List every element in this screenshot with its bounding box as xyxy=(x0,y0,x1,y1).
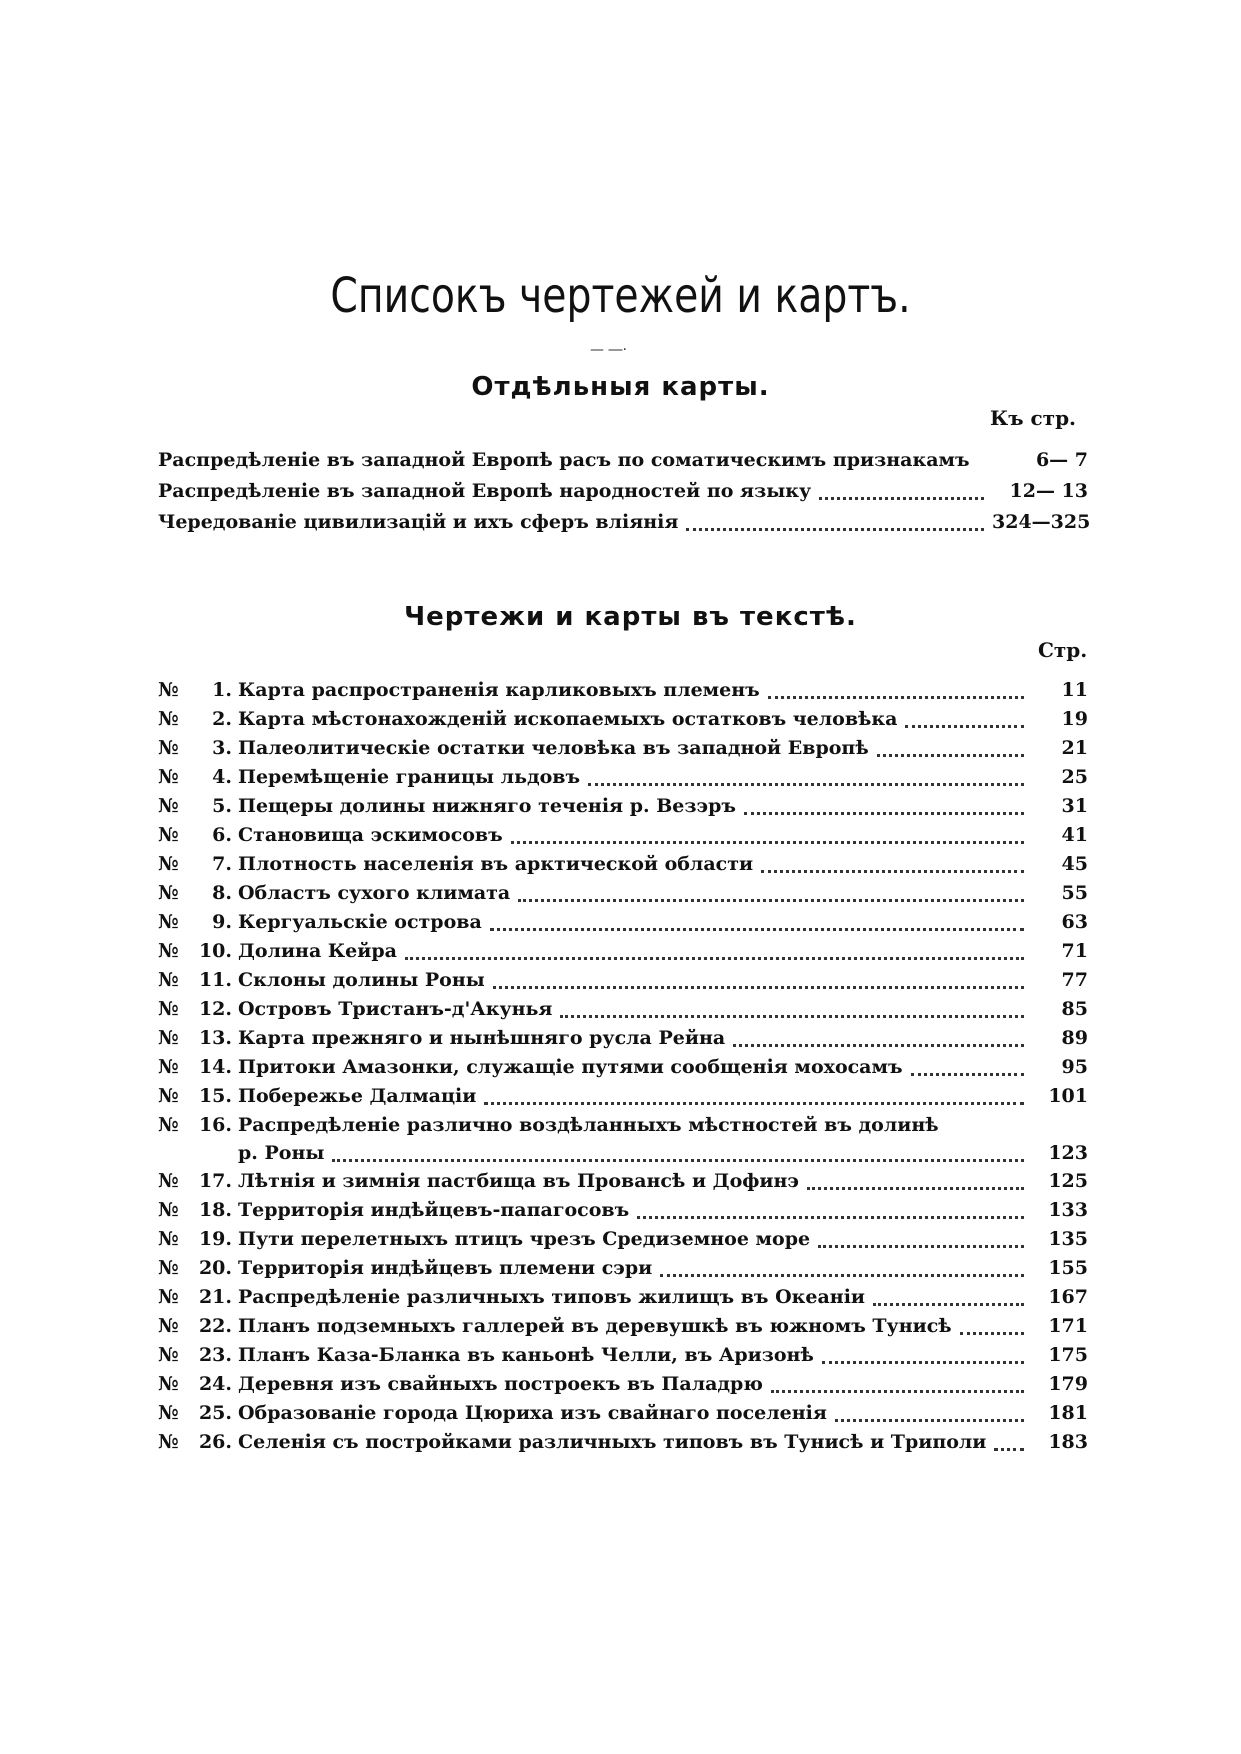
list-item-page: 55 xyxy=(1061,882,1088,904)
list-item-number: 16. xyxy=(198,1114,232,1136)
list-item-number: 6. xyxy=(212,824,232,846)
list-item-page: 133 xyxy=(1048,1199,1088,1221)
list-item-page: 183 xyxy=(1048,1431,1088,1453)
list-item-page: 181 xyxy=(1048,1402,1088,1424)
list-item xyxy=(158,937,1088,966)
list-item xyxy=(158,507,1091,538)
list-item-number: 7. xyxy=(212,853,232,875)
list-item-title: Пути перелетныхъ птицъ чрезъ Средиземное море xyxy=(238,1228,811,1250)
number-sign: № xyxy=(158,1114,179,1136)
list-item-page: 77 xyxy=(1061,969,1088,991)
dot-leader xyxy=(822,1343,1024,1364)
number-sign: № xyxy=(158,1373,179,1395)
page-column-label: Стр. xyxy=(1038,638,1088,662)
list-item-number: 2. xyxy=(212,708,232,730)
dot-leader xyxy=(332,1141,1024,1162)
list-item-title: Распредѣленіе въ западной Европѣ расъ по соматическимъ признакамъ xyxy=(158,449,970,471)
list-item xyxy=(158,792,1088,821)
list-item-title: Карта прежняго и нынѣшняго русла Рейна xyxy=(238,1027,726,1049)
list-item-number: 13. xyxy=(198,1027,232,1049)
dot-leader xyxy=(744,794,1024,815)
list-item xyxy=(158,879,1088,908)
dot-leader xyxy=(905,707,1024,728)
list-item-number: 12. xyxy=(198,998,232,1020)
list-item-title: Областъ сухого климата xyxy=(238,882,511,904)
list-item xyxy=(158,705,1088,734)
number-sign: № xyxy=(158,1286,179,1308)
dot-leader xyxy=(768,678,1024,699)
list-item-page: 95 xyxy=(1061,1056,1088,1078)
dot-leader xyxy=(835,1401,1024,1422)
list-item-title: Островъ Тристанъ-д'Акунья xyxy=(238,998,553,1020)
number-sign: № xyxy=(158,1257,179,1279)
list-item-title: Склоны долины Роны xyxy=(238,969,485,991)
dot-leader xyxy=(978,450,984,468)
list-item-title: Долина Кейра xyxy=(238,940,397,962)
number-sign: № xyxy=(158,708,179,730)
list-item-wrapped-title xyxy=(238,1111,1088,1167)
list-item-number: 22. xyxy=(198,1315,232,1337)
dot-leader xyxy=(686,510,984,531)
list-item-page: 135 xyxy=(1048,1228,1088,1250)
list-item-title-continuation: р. Роны xyxy=(238,1142,325,1164)
page-title: Списокъ чертежей и картъ. xyxy=(330,268,911,324)
list-item-page: 12— 13 xyxy=(1009,480,1088,502)
list-item xyxy=(158,1053,1088,1082)
list-item xyxy=(158,676,1088,705)
list-item-title: Становища эскимосовъ xyxy=(238,824,503,846)
list-item xyxy=(158,1167,1088,1196)
list-item-number: 8. xyxy=(212,882,232,904)
list-item-number: 26. xyxy=(198,1431,232,1453)
section-heading-drawings-in-text: Чертежи и карты въ текстѣ. xyxy=(404,602,857,632)
list-item-title: Пещеры долины нижняго теченія р. Везэръ xyxy=(238,795,736,817)
number-sign: № xyxy=(158,1228,179,1250)
list-item-page: 324—325 xyxy=(992,511,1091,533)
list-item xyxy=(158,850,1088,879)
dot-leader xyxy=(960,1314,1024,1335)
list-item-number: 4. xyxy=(212,766,232,788)
list-item-second-line xyxy=(238,1139,1088,1167)
list-item-title: Распредѣленіе въ западной Европѣ народностей по языку xyxy=(158,480,812,502)
list-item-title: Распредѣленіе различно воздѣланныхъ мѣстностей въ долинѣ xyxy=(238,1114,939,1136)
number-sign: № xyxy=(158,737,179,759)
list-item-number: 24. xyxy=(198,1373,232,1395)
dot-leader xyxy=(994,1430,1024,1451)
list-item-page: 125 xyxy=(1048,1170,1088,1192)
list-item-number: 1. xyxy=(212,679,232,701)
number-sign: № xyxy=(158,795,179,817)
list-item xyxy=(158,1254,1088,1283)
list-item-number: 11. xyxy=(198,969,232,991)
list-item-title: Деревня изъ свайныхъ построекъ въ Паладрю xyxy=(238,1373,763,1395)
dot-leader xyxy=(637,1198,1024,1219)
list-item xyxy=(158,1399,1088,1428)
list-item-page: 63 xyxy=(1061,911,1088,933)
list-item-title: Образованіе города Цюриха изъ свайнаго поселенія xyxy=(238,1402,827,1424)
list-item-page: 11 xyxy=(1061,679,1088,701)
list-item-title: Перемѣщеніе границы льдовъ xyxy=(238,766,581,788)
list-item-page: 175 xyxy=(1048,1344,1088,1366)
list-item-number: 17. xyxy=(198,1170,232,1192)
list-item-page: 71 xyxy=(1061,940,1088,962)
dot-leader xyxy=(733,1026,1024,1047)
list-item xyxy=(158,734,1088,763)
list-item-number: 18. xyxy=(198,1199,232,1221)
list-item-page: 19 xyxy=(1061,708,1088,730)
list-item-title: Планъ Каза-Бланка въ каньонѣ Челли, въ Аризонѣ xyxy=(238,1344,814,1366)
list-item-title: Территорія индѣйцевъ племени сэри xyxy=(238,1257,653,1279)
list-item xyxy=(158,1196,1088,1225)
number-sign: № xyxy=(158,882,179,904)
number-sign: № xyxy=(158,1315,179,1337)
number-sign: № xyxy=(158,940,179,962)
section-heading-separate-maps: Отдѣльныя карты. xyxy=(471,372,770,402)
list-item-title: Притоки Амазонки, служащіе путями сообщенія мохосамъ xyxy=(238,1056,903,1078)
list-item-page: 171 xyxy=(1048,1315,1088,1337)
dot-leader xyxy=(807,1169,1024,1190)
number-sign: № xyxy=(158,1431,179,1453)
number-sign: № xyxy=(158,1170,179,1192)
list-item-number: 14. xyxy=(198,1056,232,1078)
dot-leader xyxy=(911,1055,1024,1076)
list-item xyxy=(158,821,1088,850)
dot-leader xyxy=(588,765,1024,786)
list-item-number: 23. xyxy=(198,1344,232,1366)
dot-leader xyxy=(771,1372,1024,1393)
list-item-number: 15. xyxy=(198,1085,232,1107)
number-sign: № xyxy=(158,766,179,788)
list-item xyxy=(158,1111,1088,1167)
dot-leader xyxy=(819,479,984,500)
list-item-title: Карта мѣстонахожденій ископаемыхъ остатковъ человѣка xyxy=(238,708,898,730)
list-item-page: 89 xyxy=(1061,1027,1088,1049)
list-item-title: Территорія индѣйцевъ-папагосовъ xyxy=(238,1199,630,1221)
list-item-number: 21. xyxy=(198,1286,232,1308)
list-item-title: Плотность населенія въ арктической области xyxy=(238,853,754,875)
list-item-number: 20. xyxy=(198,1257,232,1279)
dot-leader xyxy=(873,1285,1024,1306)
list-item-title: Лѣтнія и зимнія пастбища въ Провансѣ и Дофинэ xyxy=(238,1170,799,1192)
number-sign: № xyxy=(158,1199,179,1221)
list-item-page: 123 xyxy=(1048,1142,1088,1164)
list-item xyxy=(158,1370,1088,1399)
list-item-page: 155 xyxy=(1048,1257,1088,1279)
list-item-page: 21 xyxy=(1061,737,1088,759)
list-item-page: 31 xyxy=(1061,795,1088,817)
page-column-label: Къ стр. xyxy=(990,406,1077,430)
list-item xyxy=(158,1082,1088,1111)
list-item-title: Кергуальскіе острова xyxy=(238,911,482,933)
number-sign: № xyxy=(158,1056,179,1078)
number-sign: № xyxy=(158,911,179,933)
list-item-title: Планъ подземныхъ галлерей въ деревушкѣ въ южномъ Тунисѣ xyxy=(238,1315,952,1337)
list-item-page: 167 xyxy=(1048,1286,1088,1308)
number-sign: № xyxy=(158,1344,179,1366)
list-item-page: 25 xyxy=(1061,766,1088,788)
list-item-number: 19. xyxy=(198,1228,232,1250)
list-item-title: Распредѣленіе различныхъ типовъ жилищъ въ Океаніи xyxy=(238,1286,865,1308)
number-sign: № xyxy=(158,969,179,991)
dot-leader xyxy=(405,939,1024,960)
list-item xyxy=(158,1283,1088,1312)
list-item xyxy=(158,1428,1088,1457)
list-item-page: 41 xyxy=(1061,824,1088,846)
list-item xyxy=(158,1024,1088,1053)
number-sign: № xyxy=(158,679,179,701)
list-item-title: Карта распространенія карликовыхъ племенъ xyxy=(238,679,760,701)
list-item-page: 45 xyxy=(1061,853,1088,875)
list-item-title: Чередованіе цивилизацій и ихъ сферъ вліянія xyxy=(158,511,679,533)
list-item-title: Побережье Далмаціи xyxy=(238,1085,477,1107)
dot-leader xyxy=(511,823,1024,844)
number-sign: № xyxy=(158,824,179,846)
dot-leader xyxy=(493,968,1024,989)
dot-leader xyxy=(818,1227,1024,1248)
dot-leader xyxy=(761,852,1024,873)
number-sign: № xyxy=(158,998,179,1020)
list-item xyxy=(158,476,1088,507)
list-item xyxy=(158,908,1088,937)
title-dash-ornament: — ―· xyxy=(590,342,627,358)
list-item-page: 101 xyxy=(1048,1085,1088,1107)
dot-leader xyxy=(490,910,1024,931)
list-item-number: 25. xyxy=(198,1402,232,1424)
list-item xyxy=(158,1225,1088,1254)
list-item-number: 10. xyxy=(198,940,232,962)
number-sign: № xyxy=(158,1402,179,1424)
list-item-number: 9. xyxy=(212,911,232,933)
list-item-page: 85 xyxy=(1061,998,1088,1020)
dot-leader xyxy=(877,736,1024,757)
list-item xyxy=(158,966,1088,995)
number-sign: № xyxy=(158,1027,179,1049)
dot-leader xyxy=(560,997,1024,1018)
list-item xyxy=(158,995,1088,1024)
list-item-page: 179 xyxy=(1048,1373,1088,1395)
dot-leader xyxy=(484,1084,1024,1105)
list-item xyxy=(158,763,1088,792)
dot-leader xyxy=(660,1256,1024,1277)
separate-maps-list xyxy=(158,445,1091,538)
list-item xyxy=(158,1312,1088,1341)
list-item-title: Палеолитическіе остатки человѣка въ западной Европѣ xyxy=(238,737,869,759)
list-item-title: Селенія съ постройками различныхъ типовъ въ Тунисѣ и Триполи xyxy=(238,1431,987,1453)
list-item xyxy=(158,445,1088,476)
number-sign: № xyxy=(158,1085,179,1107)
list-item-number: 3. xyxy=(212,737,232,759)
drawings-list xyxy=(158,676,1088,1457)
list-item-number: 5. xyxy=(212,795,232,817)
number-sign: № xyxy=(158,853,179,875)
list-item-page: 6— 7 xyxy=(1035,449,1088,471)
list-item xyxy=(158,1341,1088,1370)
dot-leader xyxy=(518,881,1024,902)
